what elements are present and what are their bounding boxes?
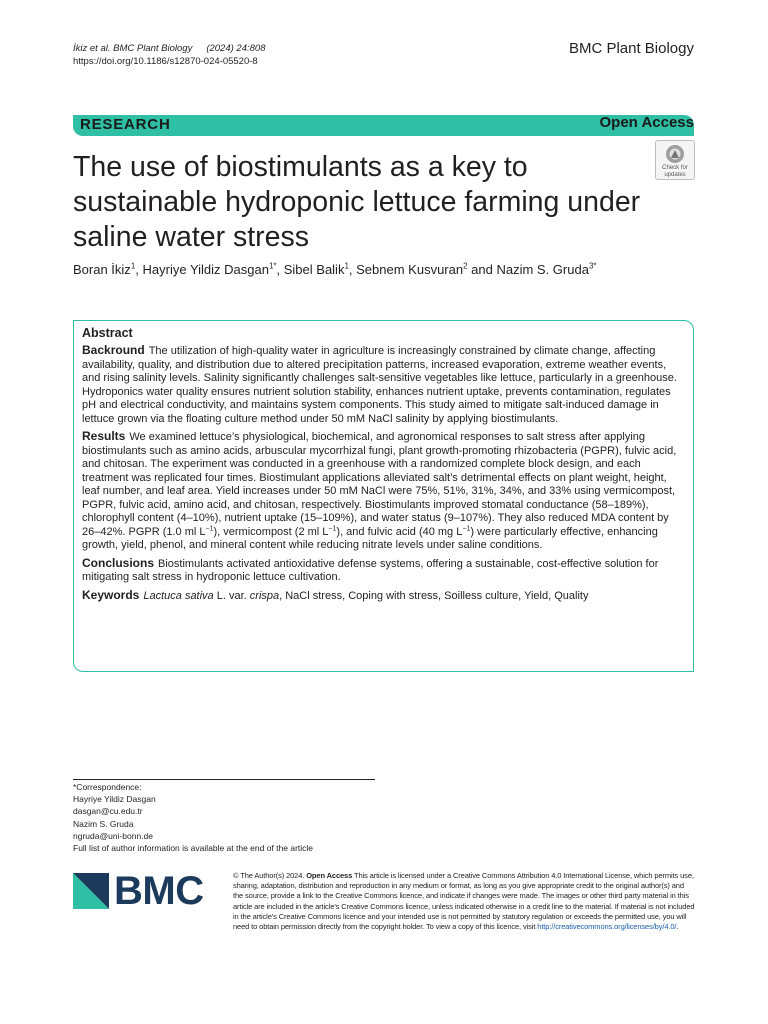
author-separator: , [276,262,284,277]
open-access-label: Open Access [599,114,694,131]
author-name: Sibel Balik [283,262,345,277]
author-info-note: Full list of author information is available at the end of the article [73,843,314,854]
keywords-rest: , NaCl stress, Coping with stress, Soilless culture, Yield, Quality [279,589,589,602]
keyword-var: L. var. [216,589,250,602]
correspondence-email-1[interactable]: dasgan@cu.edu.tr [73,806,143,817]
correspondence-block [73,781,313,854]
article-title: The use of biostimulants as a key to sustainable hydroponic lettuce farming under saline water stress [73,151,641,253]
bmc-logo-text: BMC [114,869,204,913]
citation-volume: (2024) 24:808 [206,43,266,54]
author-name: Sebnem Kusvuran [356,262,464,277]
author-separator: and [467,262,497,277]
keywords-label: Keywords [82,587,140,602]
author-affiliation: 3* [588,261,597,271]
abstract-keywords [82,589,685,604]
abstract-conclusions [82,557,685,585]
check-for-updates-button[interactable] [655,140,695,180]
abstract-box [73,320,694,672]
results-text-1: We examined lettuce’s physiological, biochemical, and agronomical responses to salt stress after applying biostimulants such as amino acids, arbuscular mycorrhizal fungi, plant growth-promoting rhizobacteria (PGPR), fulvic acid, and chitosan. The experiment was conducted in a greenhouse with a randomized complete block design, and each treatment was replicated four times. Biostimulant applications alleviated salt’s detrimental effects on plant weight, height, leaf number, and leaf area. Yield increases under 50 mM NaCl were 75%, 51%, 31%, 34%, and 33% using vermicompost, PGPR, fulvic acid, amino acid, and chitosan, respectively. Biostimulants improved stomatal conductance (58–189%), chlorophyll content (4–10%), nutrient uptake (15–109%), and water status (9–107%). They also reduced MDA content by 26–42%. PGPR (1.0 ml L [82,431,677,538]
correspondence-email-2[interactable]: ngruda@uni-bonn.de [73,830,153,841]
author-affiliation: 1* [268,261,277,271]
results-text-4: ) were particularly effective, enhancing growth, yield, phenol, and mineral content while reducing nitrate levels under saline conditions. [82,525,658,551]
keyword-species: Lactuca sativa [143,589,214,602]
correspondence-name-2: Nazim S. Gruda [73,818,134,829]
bmc-logo [73,869,213,913]
correspondence-name-1: Hayriye Yildiz Dasgan [73,794,156,805]
license-text: This article is licensed under a Creative Commons Attribution 4.0 International License, which permits use, sharing, adaptation, distribution and reproduction in any medium or format, as long as you give appropriate credit to the original author(s) and the source, provide a link to the Creative Commons licence, and indicate if changes were made. The images or other third party material in this article are included in the article’s Creative Commons licence, unless indicated otherwise in a credit line to the material. If material is not included in the article’s Creative Commons licence and your intended use is not permitted by statutory regulation or exceeds the permitted use, you will need to obtain permission directly from the copyright holder. To view a copy of this licence, visit [233,871,695,932]
results-label: Results [82,429,126,443]
license-copyright: © The Author(s) 2024. [233,871,305,880]
conclusions-text: Biostimulants activated antioxidative defense systems, offering a sustainable, cost-effective solution for mitigating salt stress in hydroponic lettuce cultivation. [82,557,659,583]
author-name: Hayriye Yildiz Dasgan [142,262,269,277]
results-sup-3: −1 [462,524,471,532]
journal-name: BMC Plant Biology [568,40,694,57]
license-notice [233,871,695,932]
background-text: The utilization of high-quality water in agriculture is increasingly constrained by climate change, affecting availability, quality, and distribution due to altered precipitation patterns, increased evaporation, extreme weather events, and rising salinity levels. Salinity significantly challenges salt-sensitive vegetables like lettuce, particularly in a greenhouse. Hydroponics water quality ensures nutrient solution stability, enhances nutrient uptake, prevents contamination, regulates pH and electrical conductivity, and maintains system components. This study aimed to mitigate salt-induced damage in lettuce grown via the floating culture method under 50 mM NaCl salinity by applying biostimulants. [82,345,677,425]
background-label: Backround [82,343,145,357]
results-text-2: ), vermicompost (2 ml L [213,525,329,538]
author-name: Boran İkiz [73,262,131,277]
results-sup-2: −1 [328,524,337,532]
author-separator: , [135,262,143,277]
abstract-background [82,344,685,426]
doi-link[interactable]: https://doi.org/10.1186/s12870-024-05520-8 [73,56,258,67]
results-text-3: ), and fulvic acid (40 mg L [336,525,463,538]
license-end: . [676,922,679,932]
author-separator: , [348,262,357,277]
license-open-access: Open Access [306,871,353,880]
author-affiliation: 1 [344,261,349,271]
footnote-divider [73,779,375,780]
bmc-logo-icon [73,873,109,909]
conclusions-label: Conclusions [82,555,155,570]
keyword-variety: crispa [249,589,280,602]
author-list [73,262,597,277]
section-label: RESEARCH [80,116,171,133]
check-updates-icon [665,144,685,164]
citation-authors: İkiz et al. BMC Plant Biology [73,43,193,54]
author-affiliation: 1 [130,261,136,271]
license-link[interactable]: http://creativecommons.org/licenses/by/4.0/ [537,922,677,932]
check-updates-text: Check for updates [662,165,688,178]
results-sup-1: −1 [205,524,214,532]
author-affiliation: 2 [463,261,468,271]
correspondence-label: *Correspondence: [73,782,142,792]
abstract-results [82,430,685,553]
citation-block [73,42,266,68]
author-name: Nazim S. Gruda [496,262,589,277]
abstract-heading: Abstract [82,326,133,340]
